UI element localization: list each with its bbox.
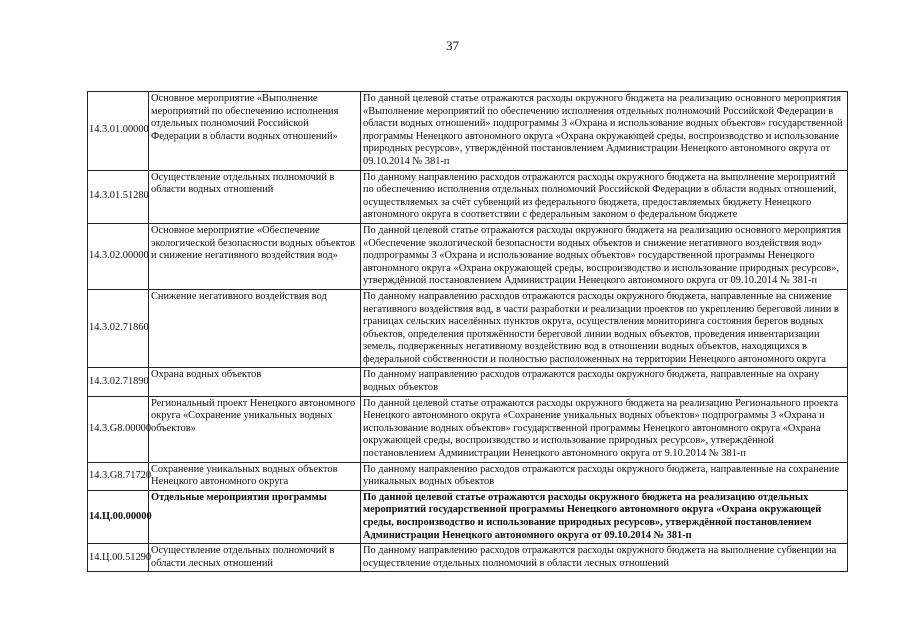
target-article-code: 14.3.01.00000: [88, 92, 149, 171]
table-row: [88, 170, 848, 223]
target-article-description: По данной целевой статье отражаются расходы окружного бюджета на реализацию Регионального проекта Ненецкого автономного округа «Сохранение уникальных водных объектов» подпрограммы 3 «Охрана и использование водных объектов» государственной программы Ненецкого автономного округа «Охрана окружающей среды, воспроизводство и использование природных ресурсов», утверждённой постановлением Администрации Ненецкого автономного округа от 9.10.2014 № 381-п: [361, 396, 848, 462]
target-article-name: Осуществление отдельных полномочий в области лесных отношений: [149, 544, 361, 572]
table-row: [88, 368, 848, 396]
target-article-code: 14.Ц.00.00000: [88, 490, 149, 543]
target-article-code: 14.3.02.71860: [88, 289, 149, 368]
target-article-description: По данному направлению расходов отражаются расходы окружного бюджета, направленные на охрану водных объектов: [361, 368, 848, 396]
target-article-description: По данному направлению расходов отражаются расходы окружного бюджета на выполнение субвенции на осуществление отдельных полномочий в области лесных отношений: [361, 544, 848, 572]
target-article-code: 14.3.02.00000: [88, 223, 149, 289]
target-article-name: Региональный проект Ненецкого автономного округа «Сохранение уникальных водных объектов»: [149, 396, 361, 462]
target-article-description: По данной целевой статье отражаются расходы окружного бюджета на реализацию отдельных мероприятий государственной программы Ненецкого автономного округа «Охрана окружающей среды, воспроизводство и использование природных ресурсов», утверждённой постановлением Администрации Ненецкого автономного округа от 09.10.2014 № 381-п: [361, 490, 848, 543]
target-article-description: По данному направлению расходов отражаются расходы окружного бюджета, направленные на снижение негативного воздействия вод, в части разработки и реализации проектов по укреплению береговой линии в границах сельских населённых пунктов округа, осуществления мониторинга состояния берегов водных объектов, определения протяжённости береговой линии водных объектов, проведения инвентаризации земель, подверженных негативному воздействию вод в отношении водных объектов, находящихся в федеральной собственности и полностью расположенных на территории Ненецкого автономного округа: [361, 289, 848, 368]
target-article-code: 14.3.02.71890: [88, 368, 149, 396]
target-article-name: Основное мероприятие «Выполнение мероприятий по обеспечению исполнения отдельных полномочий Российской Федерации в области водных отношений»: [149, 92, 361, 171]
target-article-code: 14.3.G8.00000: [88, 396, 149, 462]
table-row: [88, 289, 848, 368]
table-row: [88, 490, 848, 543]
target-article-name: Основное мероприятие «Обеспечение экологической безопасности водных объектов и снижение негативного воздействия вод»: [149, 223, 361, 289]
table-row: [88, 544, 848, 572]
target-article-name: Снижение негативного воздействия вод: [149, 289, 361, 368]
target-article-description: По данному направлению расходов отражаются расходы окружного бюджета, направленные на сохранение уникальных водных объектов: [361, 462, 848, 490]
target-article-code: 14.Ц.00.51290: [88, 544, 149, 572]
target-article-name: Отдельные мероприятия программы: [149, 490, 361, 543]
budget-classification-table: [87, 91, 848, 572]
target-article-description: По данному направлению расходов отражаются расходы окружного бюджета на выполнение мероприятий по обеспечению исполнения отдельных полномочий Российской Федерации в области водных отношений, осуществляемых за счёт субвенций из федерального бюджета, предоставляемых бюджету Ненецкого автономного округа в соответствии с федеральным законом о федеральном бюджете: [361, 170, 848, 223]
target-article-description: По данной целевой статье отражаются расходы окружного бюджета на реализацию основного мероприятия «Обеспечение экологической безопасности водных объектов и снижение негативного воздействия вод» подпрограммы 3 «Охрана и использование водных объектов» государственной программы Ненецкого автономного округа «Охрана окружающей среды, воспроизводство и использование природных ресурсов», утверждённой постановлением Администрации Ненецкого автономного округа от 09.10.2014 № 381-п: [361, 223, 848, 289]
page-number: 37: [446, 38, 459, 53]
target-article-code: 14.3.G8.71720: [88, 462, 149, 490]
target-article-name: Сохранение уникальных водных объектов Ненецкого автономного округа: [149, 462, 361, 490]
target-article-name: Охрана водных объектов: [149, 368, 361, 396]
target-article-code: 14.3.01.51280: [88, 170, 149, 223]
target-article-description: По данной целевой статье отражаются расходы окружного бюджета на реализацию основного мероприятия «Выполнение мероприятий по обеспечению исполнения отдельных полномочий Российской Федерации в области водных отношений» подпрограммы 3 «Охрана и использование водных объектов» государственной программы Ненецкого автономного округа «Охрана окружающей среды, воспроизводство и использование природных ресурсов», утверждённой постановлением Администрации Ненецкого автономного округа от 09.10.2014 № 381-п: [361, 92, 848, 171]
table-row: [88, 223, 848, 289]
table-row: [88, 462, 848, 490]
table-row: [88, 92, 848, 171]
table-row: [88, 396, 848, 462]
target-article-name: Осуществление отдельных полномочий в области водных отношений: [149, 170, 361, 223]
